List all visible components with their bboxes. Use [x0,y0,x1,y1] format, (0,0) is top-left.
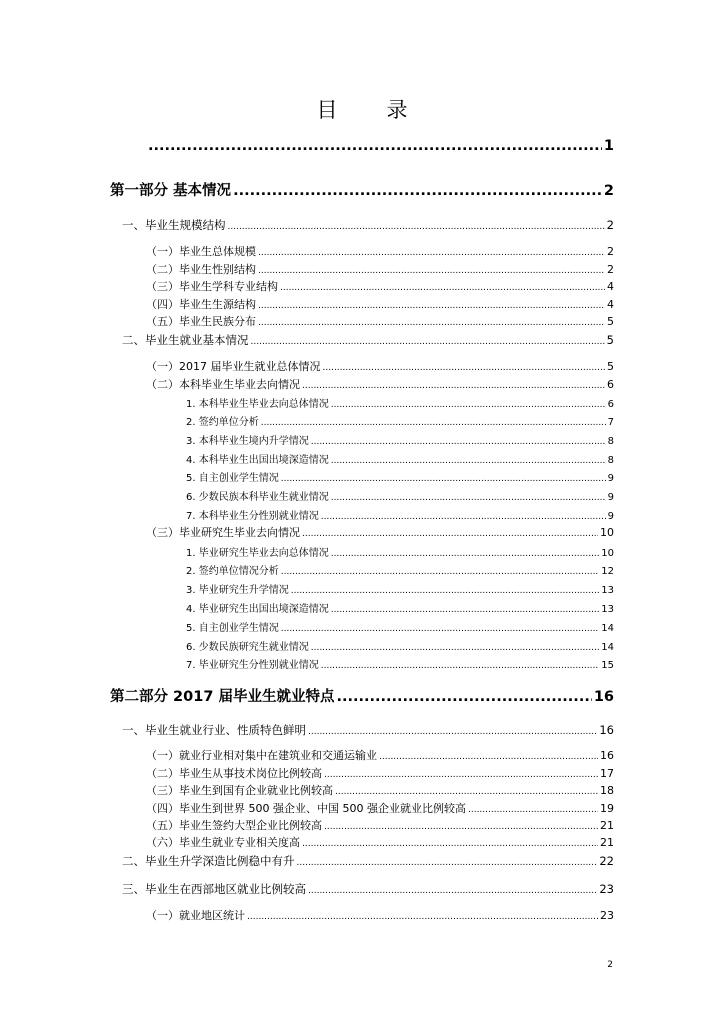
toc-entry[interactable] [186,413,614,428]
toc-entry-text: 第一部分 基本情况 [110,183,232,199]
toc-entry[interactable] [186,451,614,466]
toc-leader-dots [331,605,600,615]
toc-leader-dots [324,770,598,780]
toc-entry-page: 14 [601,623,614,634]
toc-leader-dots [321,512,606,522]
toc-leader-dots [281,474,606,484]
toc-entry-text: 1. 本科毕业生毕业去向总体情况 [186,399,329,410]
toc-entry-blank[interactable] [146,138,614,154]
toc-entry-text: 三、毕业生在西部地区就业比例较高 [122,882,306,896]
toc-entry[interactable] [186,488,614,503]
toc-entry-page: 5 [607,315,614,328]
toc-entry-page: 4 [607,298,614,311]
toc-leader-dots [281,567,600,577]
toc-leader-dots [258,301,605,311]
toc-entry-page: 5 [606,333,614,347]
toc-entry[interactable] [146,782,614,798]
toc-entry-part-two[interactable] [110,685,614,706]
toc-entry-page: 6 [607,378,614,391]
toc-leader-dots [280,283,605,293]
toc-entry[interactable] [186,600,614,615]
toc-entry-text: 7. 本科毕业生分性别就业情况 [186,511,319,522]
toc-entry[interactable] [122,853,614,869]
toc-leader-dots [331,456,606,466]
toc-leader-dots [468,805,598,815]
toc-entry-page: 18 [600,784,614,797]
toc-entry-page: 15 [601,660,614,671]
toc-entry-text: （一）就业地区统计 [146,909,245,922]
toc-entry-text: （三）毕业研究生毕业去向情况 [146,526,300,539]
toc-leader-dots [308,886,597,896]
toc-title: 目 录 [316,98,422,122]
toc-entry[interactable] [146,817,614,833]
toc-entry-text: 4. 本科毕业生出国出境深造情况 [186,455,329,466]
toc-entry-page: 2 [607,245,614,258]
toc-entry-text: 第二部分 2017 届毕业生就业特点 [110,689,335,705]
toc-entry[interactable] [146,313,614,329]
toc-entry-page: 16 [593,689,614,705]
toc-leader-dots [258,248,605,258]
toc-entry[interactable] [186,638,614,653]
toc-leader-dots [379,752,598,762]
toc-entry-text: （六）毕业生就业专业相关度高 [146,836,300,849]
toc-entry-page: 2 [607,263,614,276]
toc-entry[interactable] [146,800,614,816]
toc-leader-dots [311,643,600,653]
toc-leader-dots [228,222,605,232]
toc-leader-dots [324,822,598,832]
toc-entry-text: 6. 少数民族研究生就业情况 [186,642,309,653]
toc-entry-page: 5 [607,360,614,373]
toc-entry-page: 12 [601,566,614,577]
toc-entry[interactable] [186,581,614,596]
toc-entry[interactable] [146,907,614,923]
toc-entry[interactable] [146,524,614,540]
toc-entry-text: 1. 毕业研究生毕业去向总体情况 [186,548,329,559]
toc-entry-page: 23 [600,909,614,922]
toc-leader-dots [261,418,606,428]
toc-leader-dots [311,437,606,447]
toc-entry[interactable] [186,507,614,522]
toc-entry[interactable] [186,469,614,484]
toc-entry-page: 10 [600,526,614,539]
toc-entry[interactable] [122,722,614,738]
toc-entry-text: 5. 自主创业学生情况 [186,473,279,484]
toc-leader-dots [281,624,600,634]
toc-entry[interactable] [186,432,614,447]
toc-leader-dots [148,138,602,154]
toc-leader-dots [258,266,605,276]
toc-entry-page: 19 [600,802,614,815]
toc-entry-text: 一、毕业生规模结构 [122,218,226,232]
toc-leader-dots [331,400,606,410]
toc-entry[interactable] [146,765,614,781]
toc-entry[interactable] [146,278,614,294]
toc-entry-text: （二）毕业生性别结构 [146,263,256,276]
toc-entry-text: （二）本科毕业生毕业去向情况 [146,378,300,391]
toc-entry-part-one[interactable] [110,179,614,200]
toc-entry-page: 21 [600,836,614,849]
toc-entry-text: （三）毕业生学科专业结构 [146,280,278,293]
toc-entry-page: 23 [599,882,614,896]
toc-entry-page: 21 [600,819,614,832]
toc-leader-dots [302,381,605,391]
toc-entry[interactable] [122,881,614,897]
toc-leader-dots [323,363,606,373]
toc-entry-page: 8 [607,436,614,447]
toc-entry-page: 9 [607,511,614,522]
toc-entry-text: 二、毕业生就业基本情况 [122,333,249,347]
toc-leader-dots [321,661,600,671]
toc-leader-dots [258,318,605,328]
toc-entry-text: （二）毕业生从事技术岗位比例较高 [146,767,322,780]
toc-entry[interactable] [146,834,614,850]
toc-leader-dots [308,727,597,737]
toc-entry-text: 二、毕业生升学深造比例稳中有升 [122,854,295,868]
toc-entry-page: 2 [603,183,614,199]
toc-entry-page: 7 [607,417,614,428]
toc-entry[interactable] [146,261,614,277]
toc-leader-dots [291,586,600,596]
toc-entry-page: 22 [599,854,614,868]
toc-leader-dots [331,549,600,559]
toc-leader-dots [335,787,598,797]
toc-entry-page: 10 [601,548,614,559]
toc-entry[interactable] [146,243,614,259]
toc-entry-text: （三）毕业生到国有企业就业比例较高 [146,784,333,797]
toc-entry-text: 7. 毕业研究生分性别就业情况 [186,660,319,671]
toc-entry-page: 16 [599,723,614,737]
toc-entry[interactable] [146,358,614,374]
toc-entry-page: 1 [603,138,614,154]
toc-entry-text: 4. 毕业研究生出国出境深造情况 [186,604,329,615]
toc-leader-dots [247,912,598,922]
toc-leader-dots [302,839,598,849]
page-number: 2 [607,960,613,970]
toc-entry[interactable] [146,376,614,392]
toc-entry[interactable] [146,296,614,312]
toc-entry-text: 3. 毕业研究生升学情况 [186,585,289,596]
toc-entry-page: 2 [606,218,614,232]
toc-entry[interactable] [186,395,614,410]
toc-entry-text: 2. 签约单位情况分析 [186,566,279,577]
toc-entry-page: 4 [607,280,614,293]
toc-entry[interactable] [186,656,614,671]
toc-entry-text: （一）就业行业相对集中在建筑业和交通运输业 [146,749,377,762]
toc-entry-text: （一）2017 届毕业生就业总体情况 [146,360,321,373]
toc-entry-text: 2. 签约单位分析 [186,417,259,428]
toc-entry-page: 8 [607,455,614,466]
toc-entry[interactable] [186,562,614,577]
toc-entry-text: 3. 本科毕业生境内升学情况 [186,436,309,447]
toc-entry-page: 13 [601,585,614,596]
toc-entry-text: 5. 自主创业学生情况 [186,623,279,634]
toc-entry-page: 16 [600,749,614,762]
toc-entry[interactable] [186,619,614,634]
toc-leader-dots [336,689,591,705]
toc-entry[interactable] [186,544,614,559]
toc-leader-dots [302,529,598,539]
toc-entry-text: 一、毕业生就业行业、性质特色鲜明 [122,723,306,737]
toc-entry-text: （五）毕业生签约大型企业比例较高 [146,819,322,832]
toc-entry[interactable] [146,747,614,763]
toc-leader-dots [297,858,598,868]
toc-leader-dots [251,337,605,347]
toc-leader-dots [331,493,606,503]
toc-entry-page: 13 [601,604,614,615]
toc-entry-text: （五）毕业生民族分布 [146,315,256,328]
toc-entry-text: （四）毕业生生源结构 [146,298,256,311]
toc-entry-text: （一）毕业生总体规模 [146,245,256,258]
toc-entry-page: 17 [600,767,614,780]
toc-entry-page: 6 [607,399,614,410]
toc-entry-page: 9 [607,473,614,484]
toc-entry-text: （四）毕业生到世界 500 强企业、中国 500 强企业就业比例较高 [146,802,466,815]
toc-entry[interactable] [122,217,614,233]
toc-entry[interactable] [122,332,614,348]
toc-entry-page: 14 [601,642,614,653]
toc-leader-dots [233,183,602,199]
toc-entry-page: 9 [607,492,614,503]
toc-entry-text: 6. 少数民族本科毕业生就业情况 [186,492,329,503]
